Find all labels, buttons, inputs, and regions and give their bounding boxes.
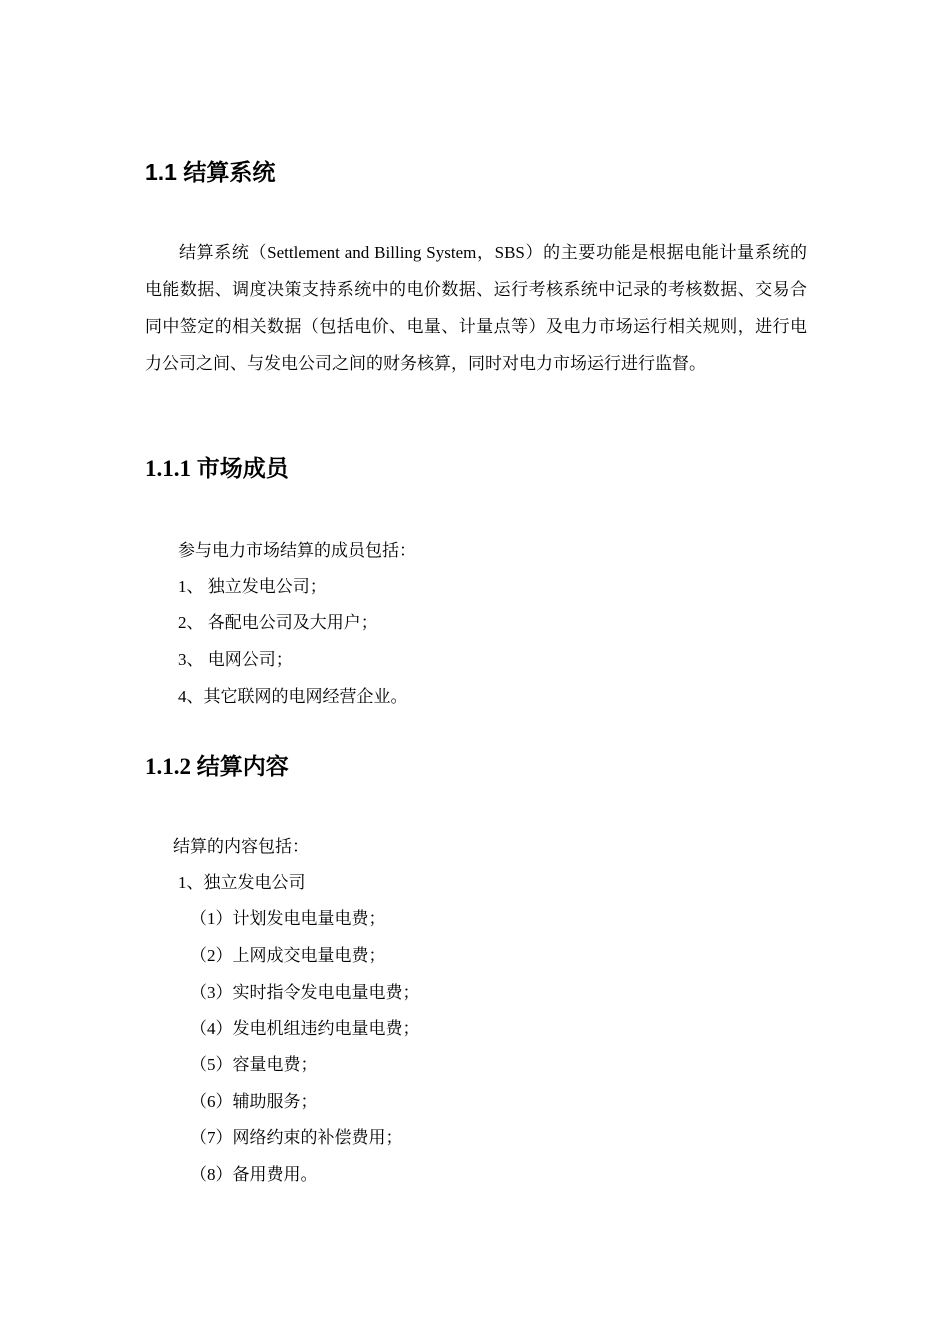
sub-list-item: （1）计划发电电量电费； (190, 909, 386, 928)
paragraph-sbs-description: 结算系统（Settlement and Billing System，SBS）的主要功能是根据电能计量系统的电能数据、调度决策支持系统中的电价数据、运行考核系统中记录的考核数据、交易合同中签定的相关数据（包括电价、电量、计量点等）及电力市场运行相关规则，进行电力公司之间、与发电公司之间的财务核算，同时对电力市场运行进行监督。 (145, 243, 807, 373)
sub-list-item: （7）网络约束的补偿费用； (190, 1128, 403, 1147)
list-item: 1、 独立发电公司； (178, 577, 327, 596)
heading-1-1-1: 1.1.1 市场成员 (145, 456, 289, 481)
heading-1-1-2: 1.1.2 结算内容 (145, 754, 289, 779)
content-intro: 结算的内容包括： (173, 837, 309, 856)
heading-1-1: 1.1 结算系统 (145, 159, 276, 185)
sub-list-item: （2）上网成交电量电费； (190, 946, 386, 965)
list-item: 3、 电网公司； (178, 650, 293, 669)
sub-list-item: （4）发电机组违约电量电费； (190, 1019, 420, 1038)
list-item: 1、独立发电公司 (178, 873, 306, 892)
sub-list-item: （5）容量电费； (190, 1055, 318, 1074)
list-item: 4、其它联网的电网经营企业。 (178, 687, 408, 706)
sub-list-item: （3）实时指令发电电量电费； (190, 983, 420, 1002)
sub-list-item: （8）备用费用。 (190, 1165, 318, 1184)
sub-list-item: （6）辅助服务； (190, 1092, 318, 1111)
members-intro: 参与电力市场结算的成员包括： (178, 541, 416, 560)
list-item: 2、 各配电公司及大用户； (178, 613, 378, 632)
